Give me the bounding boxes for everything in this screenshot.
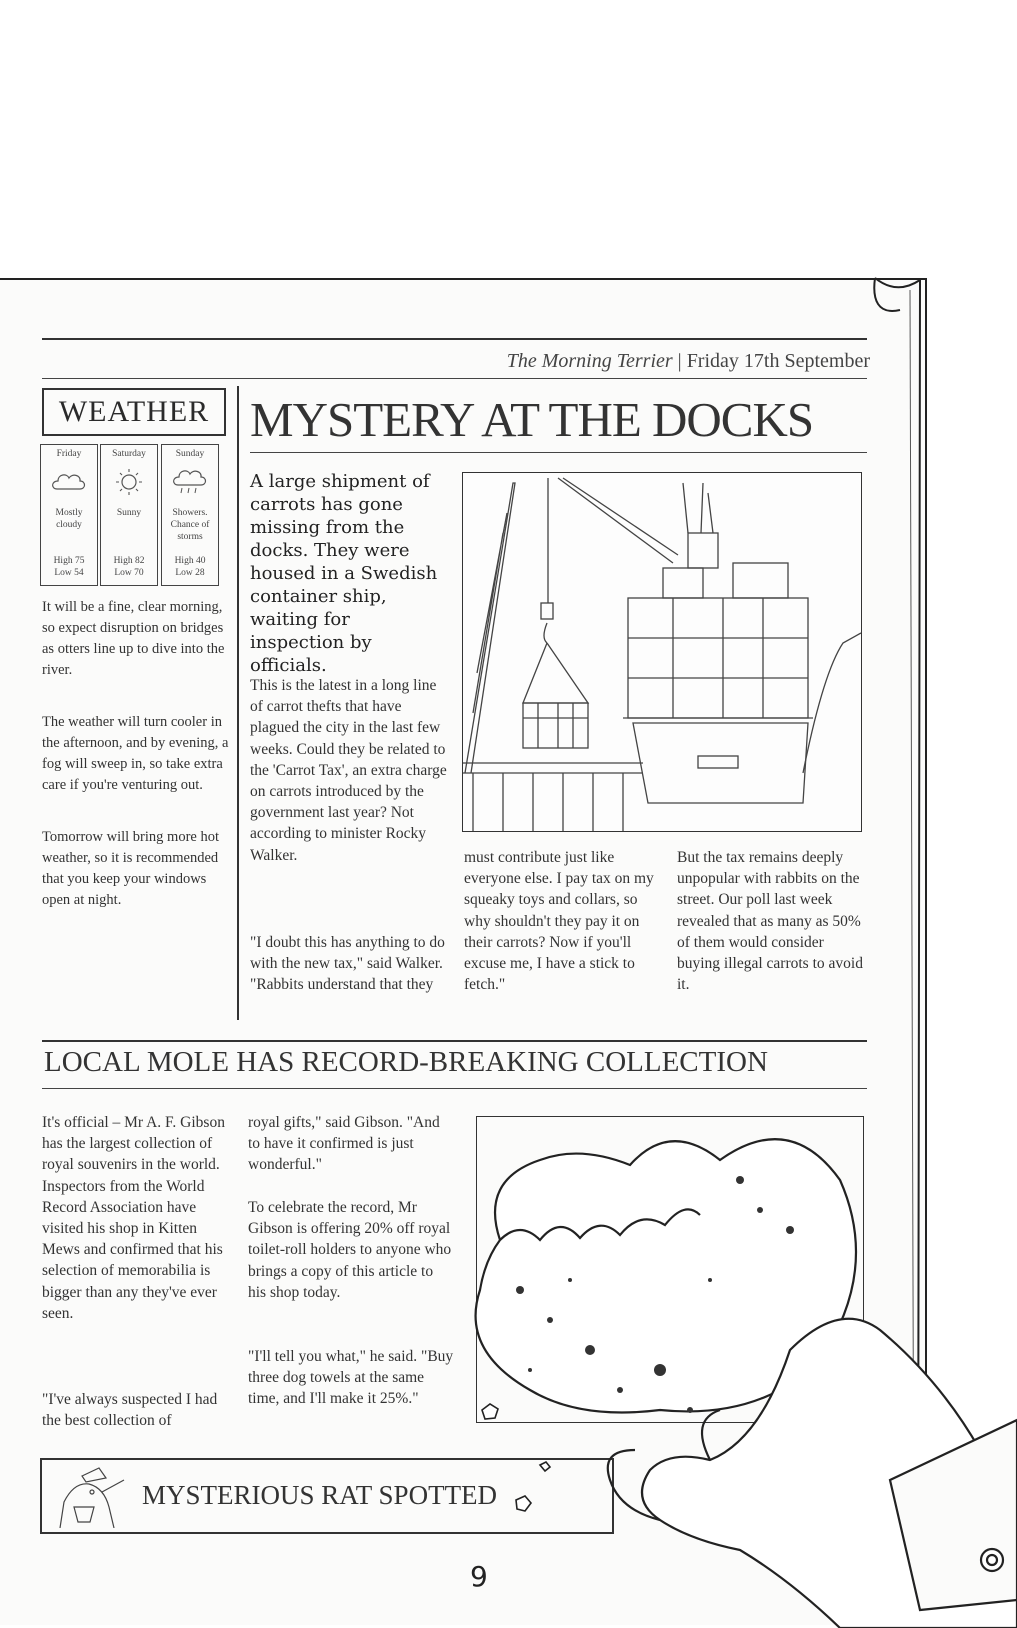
rat-detective-icon (54, 1462, 134, 1528)
forecast-high: High 40 (174, 556, 206, 566)
masthead (430, 350, 870, 373)
main-headline: MYSTERY AT THE DOCKS (250, 392, 814, 447)
forecast-low: Low 70 (114, 568, 144, 578)
second-story-col1-p2: "I've always suspected I had the best collection of (42, 1391, 218, 1430)
weather-paragraph-2: The weather will turn cooler in the afternoon, and by evening, a fog will sweep in, so take extra care if you're venturing out. (42, 714, 229, 793)
forecast-sunday (161, 444, 219, 586)
forecast-condition: Showers. Chance of storms (170, 508, 210, 542)
main-story-lead: A large shipment of carrots has gone missing from the docks. They were housed in a Swedish container ship, waiting for inspection by officials. (250, 471, 438, 676)
forecast-high: High 82 (113, 556, 145, 566)
sun-icon (111, 467, 147, 497)
masthead-separator: | (677, 350, 682, 372)
biscuit-and-paw-drawing (460, 1120, 1017, 1628)
publication-name: The Morning Terrier (506, 350, 673, 372)
masthead-underline (42, 378, 867, 379)
forecast-low: Low 28 (175, 568, 205, 578)
forecast-low: Low 54 (54, 568, 84, 578)
main-story-col3: But the tax remains deeply unpopular with rabbits on the street. Our poll last week revealed that as many as 50% of them would consider buying illegal carrots to avoid it. (677, 849, 863, 994)
forecast-friday (40, 444, 98, 586)
main-story-col1-p1: This is the latest in a long line of carrot thefts that have plagued the city in the last few weeks. Could they be related to the 'Carrot Tax', an extra charge on carrots introduced by the government last year? Not according to minister Rocky Walker. (250, 677, 447, 864)
docks-illustration (462, 472, 862, 832)
issue-date: Friday 17th September (686, 350, 870, 372)
forecast-day-name: Saturday (112, 449, 146, 459)
container-ship-drawing (463, 473, 861, 831)
section-rule (42, 1040, 867, 1042)
third-headline: MYSTERIOUS RAT SPOTTED (142, 1480, 498, 1510)
forecast-day-name: Sunday (175, 449, 205, 459)
forecast-saturday (100, 444, 158, 586)
forecast-condition: Sunny (116, 508, 142, 518)
second-headline: LOCAL MOLE HAS RECORD-BREAKING COLLECTION (44, 1046, 768, 1078)
top-rule (42, 338, 867, 340)
main-story-col2: must contribute just like everyone else. I pay tax on my squeaky toys and collars, so why shouldn't they pay it on their carrots? Now if you'll excuse me, I have a stick to fetch." (464, 849, 654, 994)
second-story-col2-p2: To celebrate the record, Mr Gibson is offering 20% off royal toilet-roll holders to anyone who brings a copy of this article to his shop today. (248, 1199, 452, 1301)
weather-title: WEATHER (42, 388, 226, 436)
headline-underline (250, 452, 867, 453)
second-headline-underline (42, 1088, 867, 1089)
rain-cloud-icon (172, 467, 208, 497)
weather-paragraph-1: It will be a fine, clear morning, so expect disruption on bridges as otters line up to dive into the river. (42, 599, 225, 678)
forecast-day-name: Friday (56, 449, 82, 459)
second-story-col2-p3: "I'll tell you what," he said. "Buy three dog towels at the same time, and I'll make it 25%." (248, 1348, 454, 1408)
weather-paragraph-3: Tomorrow will bring more hot weather, so it is recommended that you keep your windows open at night. (42, 829, 219, 908)
forecast-high: High 75 (53, 556, 85, 566)
second-story-col1-p1: It's official – Mr A. F. Gibson has the largest collection of royal souvenirs in the world. Inspectors from the World Record Association have visited his shop in Kitten Mews and confirmed that his selection of memorabilia is bigger than any they've ever seen. (42, 1114, 225, 1322)
page-number: 9 (470, 1560, 488, 1593)
column-divider (237, 386, 239, 1020)
second-story-col2-p1: royal gifts," said Gibson. "And to have it confirmed is just wonderful." (248, 1114, 440, 1174)
forecast-condition: Mostly cloudy (55, 508, 83, 530)
cloud-icon (51, 467, 87, 497)
main-story-col1-p2: "I doubt this has anything to do with the new tax," said Walker. "Rabbits understand that they (250, 934, 445, 994)
